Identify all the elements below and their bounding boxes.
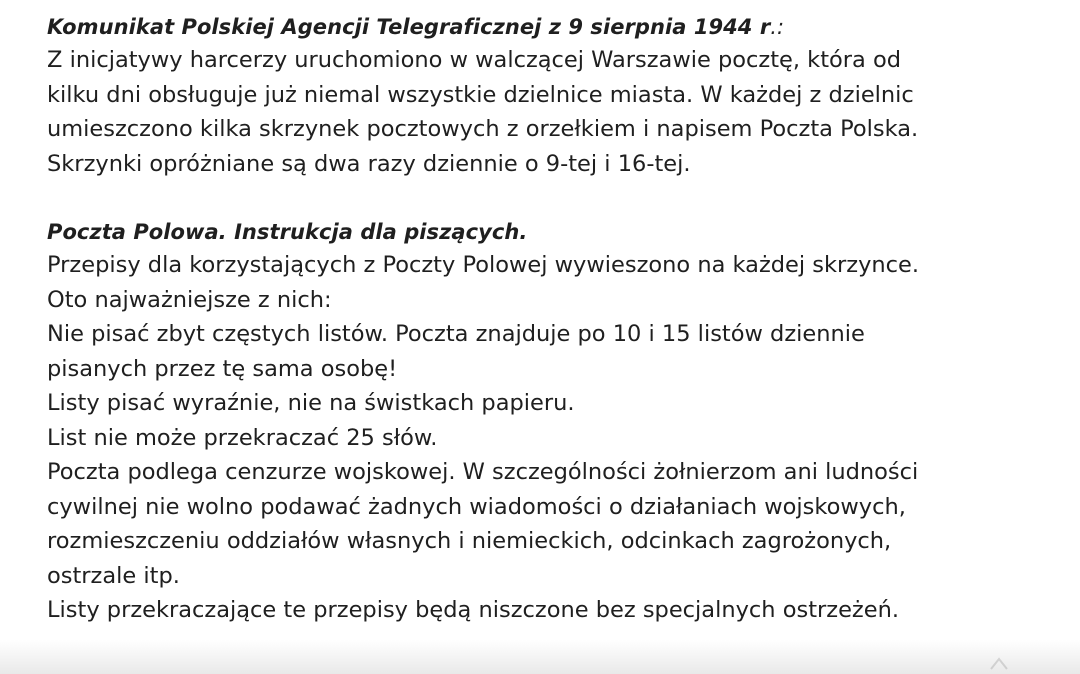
communique-line: Skrzynki opróżniane są dwa razy dziennie o 9-tej i 16-tej. (47, 150, 691, 177)
instructions-line: Oto najważniejsze z nich: (47, 286, 332, 313)
communique-line: umieszczono kilka skrzynek pocztowych z orzełkiem i napisem Poczta Polska. (47, 116, 919, 142)
instructions-line: Nie pisać zbyt częstych listów. Poczta znajduje po 10 i 15 listów dziennie (47, 321, 865, 347)
communique-title-tail: .: (770, 15, 785, 39)
communique-line: Z inicjatywy harcerzy uruchomiono w walczącej Warszawie pocztę, która od (47, 47, 902, 73)
instructions-line: Listy pisać wyraźnie, nie na świstkach papieru. (47, 390, 575, 416)
instructions-line: cywilnej nie wolno podawać żadnych wiadomości o działaniach wojskowych, (47, 493, 906, 520)
communique-section (47, 12, 1080, 181)
communique-line: kilku dni obsługuje już niemal wszystkie dzielnice miasta. W każdej z dzielnic (47, 81, 914, 108)
instructions-line: Przepisy dla korzystających z Poczty Polowej wywieszono na każdej skrzynce. (47, 252, 920, 278)
instructions-line: List nie może przekraczać 25 słów. (47, 424, 438, 451)
corner-arrow-icon (990, 656, 1008, 670)
instructions-line: Poczta podlega cenzurze wojskowej. W szczególności żołnierzom ani ludności (47, 459, 919, 485)
instructions-line: ostrzale itp. (47, 562, 180, 589)
communique-title: Komunikat Polskiej Agencji Telegraficznej z 9 sierpnia 1944 r (47, 15, 771, 39)
instructions-line: pisanych przez tę sama osobę! (47, 355, 398, 382)
instructions-heading: Poczta Polowa. Instrukcja dla piszących. (47, 220, 528, 244)
instructions-section (47, 217, 1080, 628)
communique-heading (47, 12, 1080, 43)
instructions-line: rozmieszczeniu oddziałów własnych i niemieckich, odcinkach zagrożonych, (47, 528, 892, 554)
instructions-line: Listy przekraczające te przepisy będą niszczone bez specjalnych ostrzeżeń. (47, 597, 899, 623)
